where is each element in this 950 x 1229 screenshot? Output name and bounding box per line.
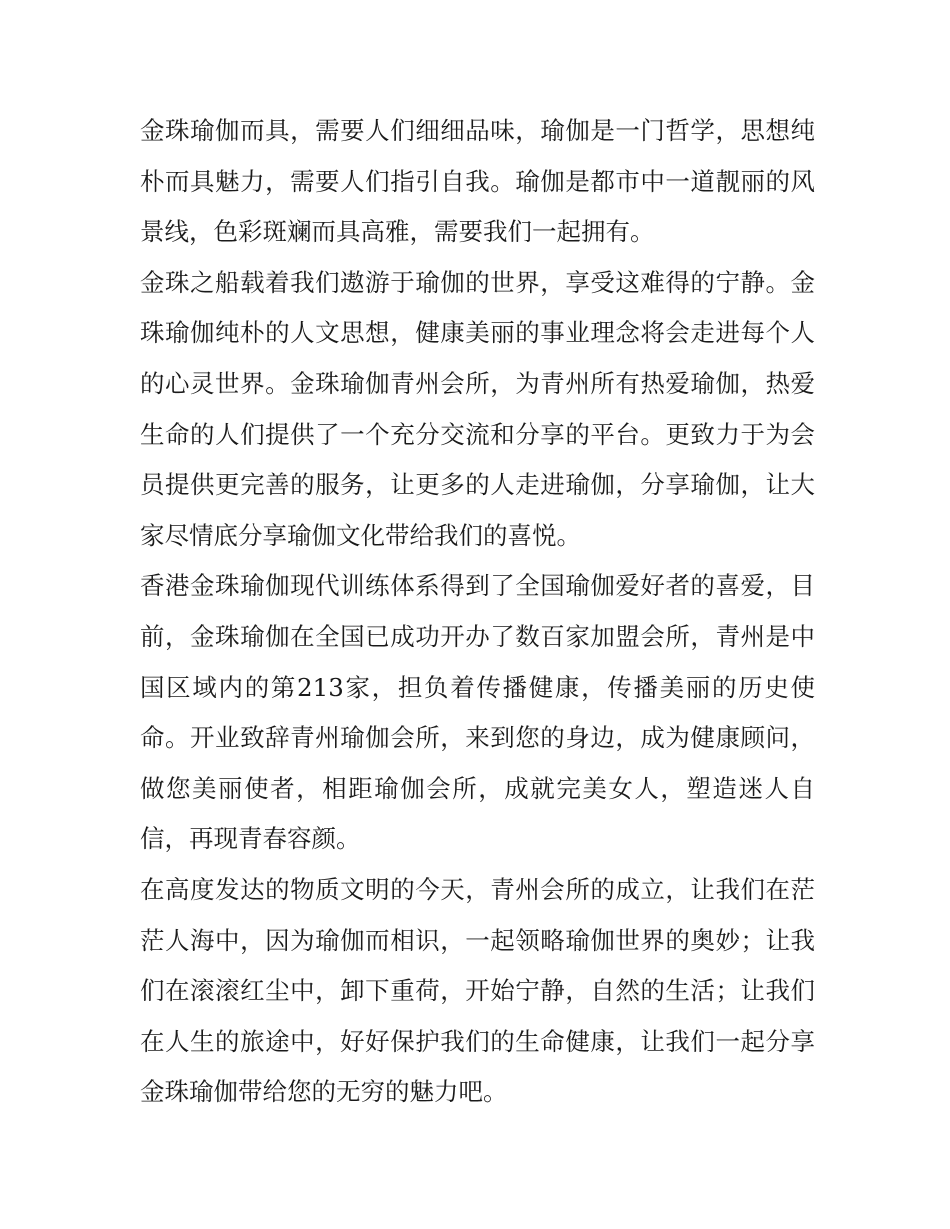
paragraph-2: 金珠之船载着我们遨游于瑜伽的世界，享受这难得的宁静。金珠瑜伽纯朴的人文思想，健康美丽的事业理念将会走进每个人的心灵世界。金珠瑜伽青州会所，为青州所有热爱瑜伽，热爱生命的人们提供了一个充分交流和分享的平台。更致力于为会员提供更完善的服务，让更多的人走进瑜伽，分享瑜伽，让大家尽情底分享瑜伽文化带给我们的喜悦。 — [140, 267, 815, 550]
paragraph-4: 在高度发达的物质文明的今天，青州会所的成立，让我们在茫茫人海中，因为瑜伽而相识，一起领略瑜伽世界的奥妙；让我们在滚滚红尘中，卸下重荷，开始宁静，自然的生活；让我们在人生的旅途中，好好保护我们的生命健康，让我们一起分享金珠瑜伽带给您的无穷的魅力吧。 — [140, 874, 815, 1107]
document-body — [140, 106, 815, 1118]
paragraph-1: 金珠瑜伽而具，需要人们细细品味，瑜伽是一门哲学，思想纯朴而具魅力，需要人们指引自我。瑜伽是都市中一道靓丽的风景线，色彩斑斓而具高雅，需要我们一起拥有。 — [140, 116, 815, 247]
paragraph-3: 香港金珠瑜伽现代训练体系得到了全国瑜伽爱好者的喜爱，目前，金珠瑜伽在全国已成功开办了数百家加盟会所，青州是中国区域内的第213家，担负着传播健康，传播美丽的历史使命。开业致辞青州瑜伽会所，来到您的身边，成为健康顾问，做您美丽使者，相距瑜伽会所，成就完美女人，塑造迷人自信，再现青春容颜。 — [140, 571, 815, 854]
